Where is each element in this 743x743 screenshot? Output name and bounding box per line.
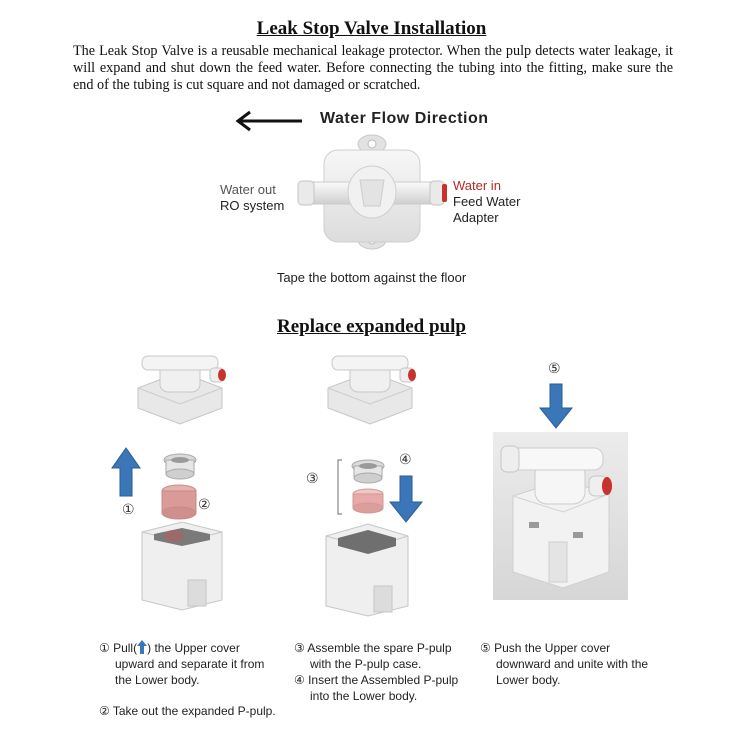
upper-cover-image-left [130,348,230,430]
step-2-number: ② [198,496,211,512]
caption-1-suffix: ) the Upper cover [147,641,240,655]
caption-1-line-2: upward and separate it from [115,657,265,671]
caption-step-1 [99,640,264,688]
section-title: Replace expanded pulp [277,316,466,337]
down-arrow-icon-right [538,382,574,430]
caption-1-prefix: ① Pull( [99,641,138,655]
expanded-pulp-image [160,484,198,520]
lower-body-image-left [138,520,226,612]
caption-5-line-2: downward and unite with the [496,657,649,671]
up-arrow-icon [110,446,142,498]
caption-step-3-4 [294,640,458,704]
intro-paragraph: The Leak Stop Valve is a reusable mechanical leakage protector. When the pulp detects water leakage, it will expand and shut down the feed water. Before connecting the tubing into the fitting, make sure the end of the tubing is cut square and not damaged or scratched. [73,43,673,93]
tape-floor-note: Tape the bottom against the floor [276,270,467,285]
down-arrow-icon-middle [388,474,424,524]
caption-3-line-2: with the P-pulp case. [310,657,422,671]
caption-4-line-1: ④ Insert the Assembled P-pulp [294,673,459,687]
upper-cover-image-middle [320,348,420,432]
caption-step-5 [480,640,648,688]
page-title: Leak Stop Valve Installation [256,18,487,39]
water-in-label: Water in [453,178,501,193]
flow-direction-title: Water Flow Direction [320,110,489,127]
step-4-number: ④ [399,451,412,467]
step-3-number: ③ [306,470,319,486]
assembled-pulp-image [336,456,394,518]
feed-water-label: Feed Water [453,194,521,209]
valve-top-view-image [296,132,448,252]
caption-1-line-3: the Lower body. [115,673,200,687]
pulp-case-image-left [162,452,198,480]
lower-body-image-middle [322,522,412,618]
step-5-number: ⑤ [548,360,561,376]
caption-3-line-1: ③ Assemble the spare P-pulp [294,641,452,655]
assembled-valve-photo [493,432,628,600]
adapter-label: Adapter [453,210,499,225]
ro-system-label: RO system [220,198,285,213]
caption-5-line-1: ⑤ Push the Upper cover [480,641,611,655]
step-1-number: ① [122,501,135,517]
flow-direction-arrow [230,108,310,134]
water-out-label: Water out [220,182,276,197]
caption-5-line-3: Lower body. [496,673,561,687]
caption-4-line-2: into the Lower body. [310,689,418,703]
caption-step-2: ② Take out the expanded P-pulp. [99,704,276,718]
inline-up-arrow-icon [137,640,147,654]
